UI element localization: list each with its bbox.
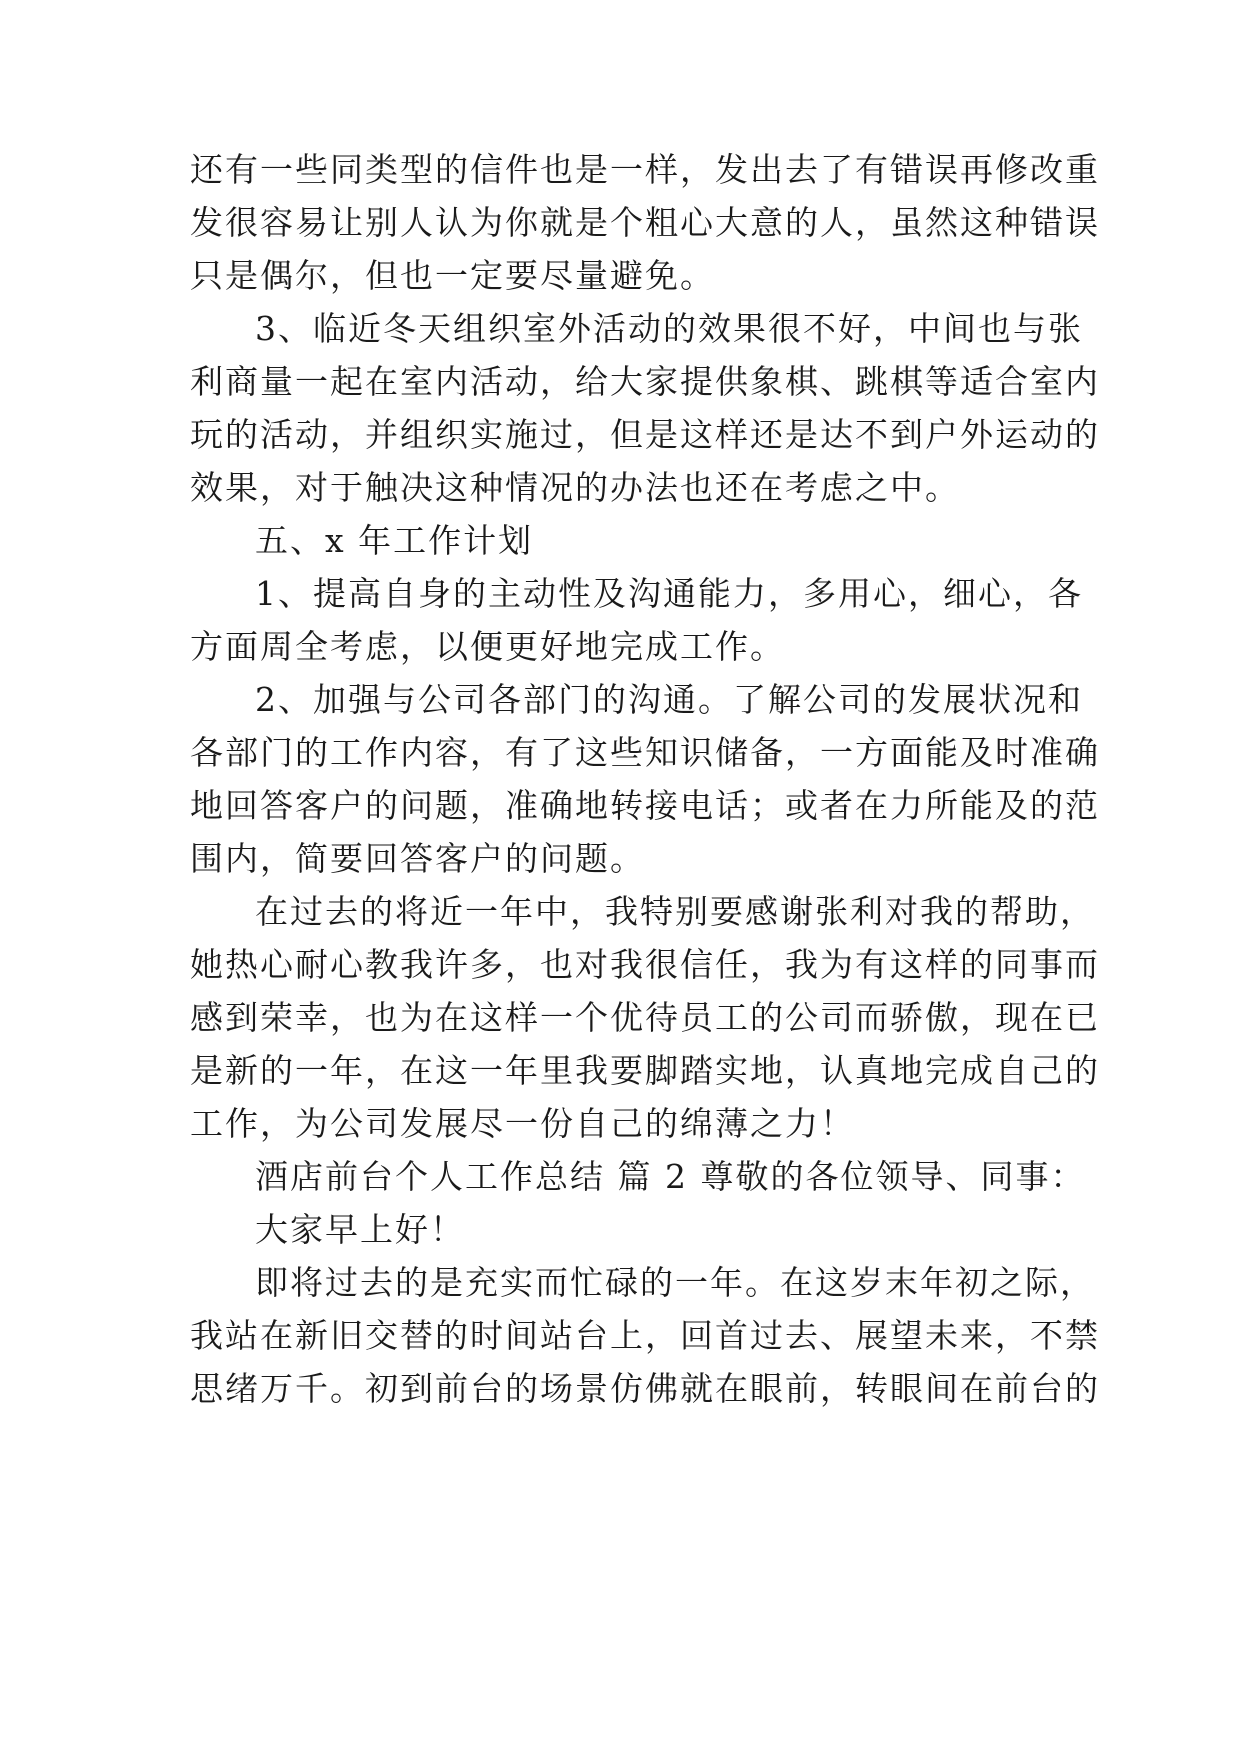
text-line: 是新的一年，在这一年里我要脚踏实地，认真地完成自己的 [190, 1051, 1100, 1090]
article-heading: 酒店前台个人工作总结 篇 2 尊敬的各位领导、同事： [255, 1157, 1086, 1196]
text-line: 玩的活动，并组织实施过，但是这样还是达不到户外运动的 [190, 415, 1100, 454]
text-line: 地回答客户的问题，准确地转接电话；或者在力所能及的范 [190, 786, 1100, 825]
greeting-line: 大家早上好！ [255, 1210, 465, 1249]
text-line: 2、加强与公司各部门的沟通。了解公司的发展状况和 [255, 680, 1083, 719]
text-line: 效果，对于触决这种情况的办法也还在考虑之中。 [190, 468, 960, 507]
text-line: 只是偶尔，但也一定要尽量避免。 [190, 256, 715, 295]
text-line: 发很容易让别人认为你就是个粗心大意的人，虽然这种错误 [190, 203, 1100, 242]
text-line: 围内，简要回答客户的问题。 [190, 839, 645, 878]
text-line: 即将过去的是充实而忙碌的一年。在这岁末年初之际， [255, 1263, 1095, 1302]
text-line: 思绪万千。初到前台的场景仿佛就在眼前，转眼间在前台的 [190, 1369, 1100, 1408]
text-line: 在过去的将近一年中，我特别要感谢张利对我的帮助， [255, 892, 1095, 931]
text-line: 她热心耐心教我许多，也对我很信任，我为有这样的同事而 [190, 945, 1100, 984]
text-line: 工作，为公司发展尽一份自己的绵薄之力！ [190, 1104, 855, 1143]
text-line: 利商量一起在室内活动，给大家提供象棋、跳棋等适合室内 [190, 362, 1100, 401]
text-line: 各部门的工作内容，有了这些知识储备，一方面能及时准确 [190, 733, 1100, 772]
text-line: 3、临近冬天组织室外活动的效果很不好，中间也与张 [255, 309, 1083, 348]
text-line: 方面周全考虑，以便更好地完成工作。 [190, 627, 785, 666]
text-line: 我站在新旧交替的时间站台上，回首过去、展望未来，不禁 [190, 1316, 1100, 1355]
text-line: 还有一些同类型的信件也是一样，发出去了有错误再修改重 [190, 150, 1100, 189]
text-line: 感到荣幸，也为在这样一个优待员工的公司而骄傲，现在已 [190, 998, 1100, 1037]
text-line: 1、提高自身的主动性及沟通能力，多用心，细心，各 [255, 574, 1083, 613]
section-heading: 五、x 年工作计划 [255, 521, 534, 560]
